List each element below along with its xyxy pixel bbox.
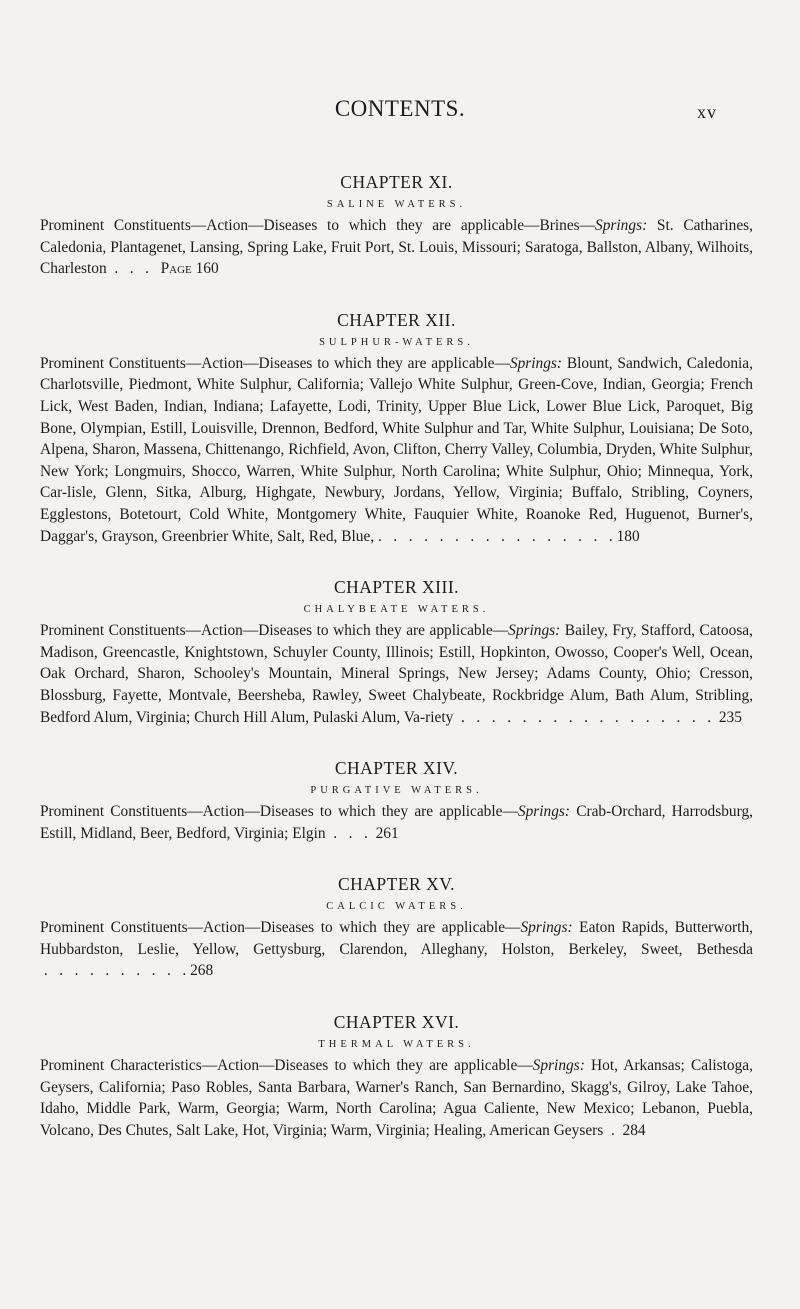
springs-list: Blount, Sandwich, Caledonia, Charlotsville, Piedmont, White Sulphur, California; Vallejo White Sulphur, Green-Cove, Indian, Georgia; French Lick, West Baden, Indian, Indiana; Lafayette, Lodi, Trinity, Upper Blue Lick, Lower Blue Lick, Paroquet, Big Bone, Olympian, Estill, Louisville, Drennon, Bedford, White Sulphur and Tar, White Sulphur, Louisiana; De Soto, Alpena, Sharon, Massena, Chittenango, Richfield, Avon, Clifton, Cherry Valley, Columbia, Dryden, White Sulphur, New York; Longmuirs, Shocco, Warren, White Sulphur, North Carolina; White Sulphur, Ohio; Minnequa, York, Car-lisle, Glenn, Sitka, Alburg, Highgate, Newbury, Jordans, Yellow, Virginia; Buffalo, Stribling, Coyners, Egglestons, Botetourt, Cold White, Montgomery White, Fauquier White, Roanoke Red, Huguenot, Burner's, Daggar's, Grayson, Greenbrier White, Salt, Red, Blue, <box>40 354 753 545</box>
page-reference: 284 <box>622 1121 646 1139</box>
chapter-title: CHAPTER XVI. <box>333 1012 460 1033</box>
summary-intro: Prominent Constituents—Action—Diseases to which they are applicable— <box>40 919 521 937</box>
summary-intro: Prominent Constituents—Action—Diseases to which they are applicable— <box>40 803 518 821</box>
summary-intro: Prominent Characteristics—Action—Diseases to which they are applicable— <box>40 1057 533 1075</box>
springs-label: Springs: <box>509 354 563 372</box>
chapter-summary <box>40 353 753 547</box>
chapter-summary <box>40 215 753 280</box>
springs-label: Springs: <box>532 1057 585 1075</box>
page-reference: 268 <box>190 962 214 980</box>
springs-list: Bailey, Fry, Stafford, Catoosa, Madison, Greencastle, Knightstown, Schuyler County, Illinois; Estill, Hopkinton, Owosso, Cooper's Well, Ocean, Oak Orchard, Sharon, Schooley's Mountain, Mineral Springs, New Jersey; Adams County, Ohio; Cresson, Blossburg, Fayette, Montvale, Beersheba, Rawley, Sweet Chalybeate, Rockbridge Alum, Bath Alum, Stribling, Bedford Alum, Virginia; Church Hill Alum, Pulaski Alum, Va-riety <box>40 622 753 726</box>
chapter-subtitle: THERMAL WATERS. <box>318 1039 475 1051</box>
page-reference: Page 160 <box>160 260 219 278</box>
chapter-entry <box>40 756 753 844</box>
chapter-summary <box>40 801 753 844</box>
chapter-entry <box>40 170 753 280</box>
chapter-entry <box>40 872 753 982</box>
chapter-subtitle: CHALYBEATE WATERS. <box>303 604 490 616</box>
summary-intro: Prominent Constituents—Action—Diseases to which they are applicable— <box>40 622 509 640</box>
springs-list: Eaton Rapids, Butterworth, Hubbardston, Leslie, Yellow, Gettysburg, Clarendon, Alleghany, Holston, Berkeley, Sweet, Bethesda <box>40 919 753 958</box>
chapter-subtitle: CALCIC WATERS. <box>326 901 467 913</box>
chapter-summary <box>40 1055 753 1141</box>
dot-leader: . . . . . . . . . . <box>40 962 191 980</box>
springs-label: Springs: <box>595 217 648 234</box>
dot-leader: . . . . . . . . . . . . . . . . . <box>453 708 719 726</box>
page-number: xv <box>697 102 717 122</box>
page-reference: 180 <box>616 527 640 545</box>
springs-list: Crab-Orchard, Harrodsburg, Estill, Midland, Beer, Bedford, Virginia; Elgin <box>40 803 753 842</box>
summary-intro: Prominent Constituents—Action—Diseases to which they are applicable—Brines— <box>40 217 596 234</box>
dot-leader: . . . . . . . . . . . . . . . . <box>374 527 617 545</box>
chapter-entry <box>40 575 753 728</box>
chapter-summary <box>40 917 753 982</box>
springs-list: Hot, Arkansas; Calistoga, Geysers, California; Paso Robles, Santa Barbara, Warner's Ranch, San Bernardino, Skagg's, Gilroy, Lake Tahoe, Idaho, Middle Park, Warm, Georgia; Warm, North Carolina; Agua Caliente, New Mexico; Lebanon, Puebla, Volcano, Des Chutes, Salt Lake, Hot, Virginia; Warm, Virginia; Healing, American Geysers <box>40 1057 753 1139</box>
springs-label: Springs: <box>517 803 571 821</box>
springs-label: Springs: <box>508 622 561 640</box>
chapter-subtitle: PURGATIVE WATERS. <box>310 785 483 797</box>
running-head <box>0 96 800 128</box>
chapter-title: CHAPTER XIV. <box>334 758 459 779</box>
dot-leader: . . . <box>106 260 161 278</box>
chapter-title: CHAPTER XII. <box>337 309 456 330</box>
page-reference: 235 <box>718 708 742 726</box>
chapter-title: CHAPTER XIII. <box>333 577 460 598</box>
springs-list: St. Catharines, Caledonia, Plantagenet, Lansing, Spring Lake, Fruit Port, St. Louis, Missouri; Saratoga, Ballston, Albany, Wilhoits, Charleston <box>40 217 753 278</box>
chapter-subtitle: SALINE WATERS. <box>326 199 467 210</box>
chapter-list <box>40 170 753 1169</box>
dot-leader: . . . <box>325 824 376 842</box>
dot-leader: . <box>603 1121 623 1139</box>
summary-intro: Prominent Constituents—Action—Diseases to which they are applicable— <box>40 354 510 372</box>
chapter-title: CHAPTER XI. <box>340 172 453 192</box>
page-title: CONTENTS. <box>334 96 466 121</box>
chapter-title: CHAPTER XV. <box>337 874 455 895</box>
page-reference: 261 <box>375 824 399 842</box>
chapter-entry <box>40 308 753 547</box>
springs-label: Springs: <box>520 919 573 937</box>
chapter-summary <box>40 620 753 728</box>
chapter-subtitle: SULPHUR-WATERS. <box>319 336 474 348</box>
chapter-entry <box>40 1010 753 1141</box>
